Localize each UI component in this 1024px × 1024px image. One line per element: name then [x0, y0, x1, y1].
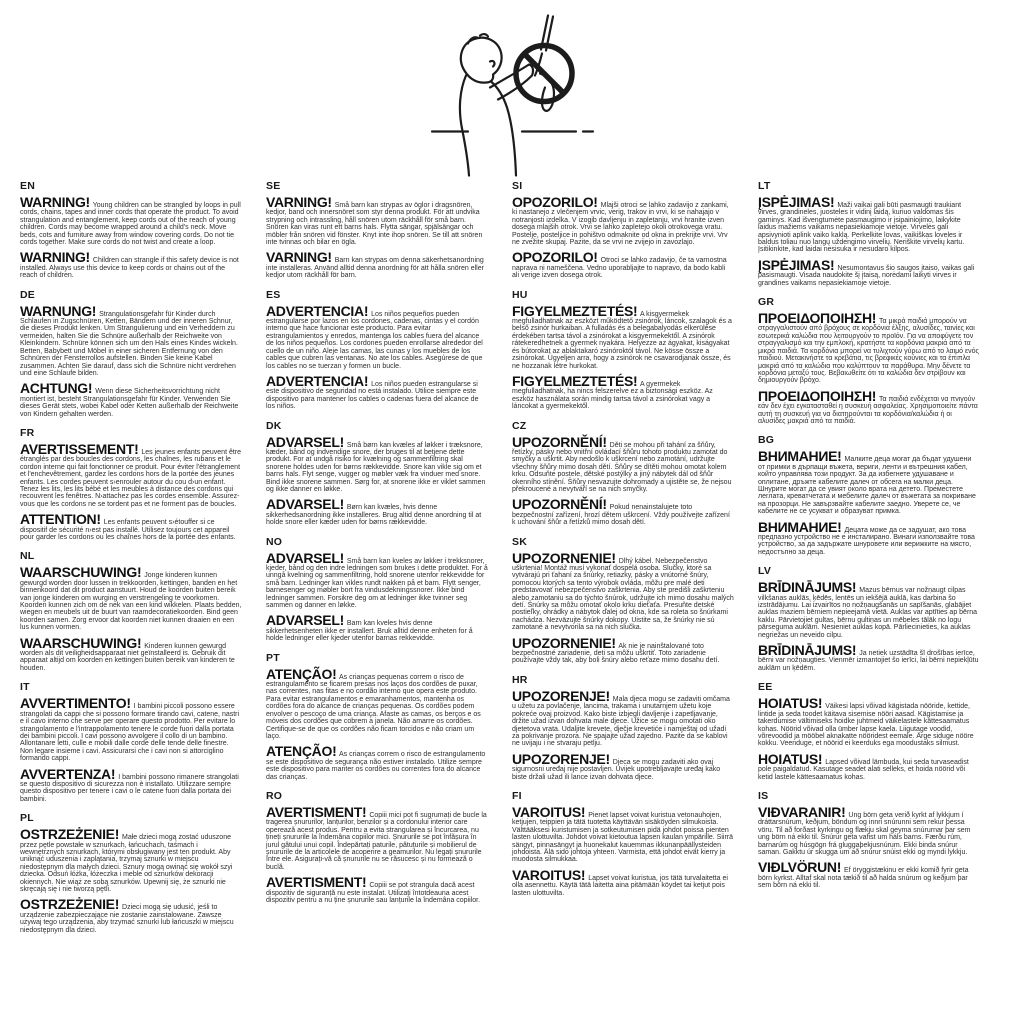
warning-text: Lapset voivat kuristua, jos tätä turvalaitetta ei olla asennettu. Käytä tätä laitetta aina pitämään köydet tai ketjut pois lasten ulottuvilta. [512, 874, 728, 897]
warning-text: Strangulationsgefahr für Kinder durch Schlaufen in Zugschnüren, Ketten, Bändern und der inneren Schnur, die dieses Produkt lenken. Um Strangulierung und ein Verheddern zu vermeiden, halten Sie die Schnüre außerhalb der Reichweite von Kleinkindern. Schnüre können sich um den Hals eines Kindes wickeln. Betten, Babybett und Möbel in einer sicheren Entfernung von den Schnüren der Fensterrollos aufstellen. Binden Sie keine Kabel zusammen. Achten Sie darauf, dass sich die Schnüre nicht verdrehen und eine Schlaufe bilden. [20, 310, 238, 377]
warning-heading: AVERTISMENT! [266, 874, 367, 891]
language-code: SK [512, 535, 527, 548]
warning-text: Mazus bērnus var nožņaugt cilpas vilkšanas auklās, ķēdēs, lentēs un iekšējā auklā, kas darbina šo izstrādājumu. Lai izvairītos no nožņaugšanās un sapīšanās, glabājiet auklas maziem bērniem nepieejamā vietā. Auklas var aptīties ap bērna kaklu. Pārvietojiet gultas, bērnu gultiņas un mēbeles tālāk no logu pārseguma auklām. Nesieniet auklas kopā. Pārliecinieties, ka auklas negriežas un neveido cilpu. [758, 587, 978, 639]
language-code: NO [266, 535, 283, 548]
warning-heading: FIGYELMEZTETÉS! [512, 372, 638, 389]
warning-text: Ung börn geta verið kyrkt af lykkjum í dráttarsnúrum, keðjum, böndum og innri snúrunni sem rekur þessa vöru. Til að forðast kyrkingu og flækju skal geyma snúrurnar þar sem ung börn ná ekki til. Snúrur geta vafist um háls barns. Færðu rúm, barnarúm og húsgögn frá gluggaþekjusnúrum. Ekki binda snúrur saman. Gakktu úr skugga um að snúrur snúist ekki og myndi lykkju. [758, 811, 971, 856]
warning-block-1 [758, 449, 980, 515]
warning-heading: AVVERTIMENTO! [20, 695, 131, 712]
warning-heading: ΠΡΟΕΙΔΟΠΟΙΗΣΗ! [758, 387, 877, 404]
warning-heading: WARNING! [20, 249, 90, 266]
warning-block-1 [20, 442, 242, 508]
warning-block-1 [758, 580, 980, 639]
warning-heading: UPOZORENJE! [512, 750, 610, 767]
language-code: HU [512, 288, 528, 301]
lang-section [758, 296, 980, 425]
lang-section [20, 681, 242, 803]
warning-block-2 [758, 389, 980, 426]
warning-text: Dlhý kábel. Nebezpečenstvo uškrtenia! Montáž musí vykonať dospelá osoba. Slučky, ktoré sa vytvárajú pri ťahaní za šnúrky, retiazky, pásky a vnútorné šnúry, pomocou ktorých sa tento výrobok ovláda, môžu pre malé deti predstavovať nebezpečenstvo zaškrtenia. Aby ste predišli zaškrteniu alebo zamotaniu sa do týchto šnúrok, udržujte ich mimo dosahu malých detí. Šnúrky sa môžu omotať okolo krku dieťaťa. Presuňte detské postieľky, ohrádky a nábytok ďalej od okna, kde sa roleta so šnúrkami nachádza. Nezväzujte šnúrky dokopy. Uistite sa, že šnúrky nie sú zamotané a nevytvorila sa na nich slučka. [512, 557, 734, 632]
warning-text: Nesumontavus šio saugos įtaiso, vaikas gali pasismaugti. Visada naudokite šį įtaisą, norėdami laikyti virves ir grandines vaikams nepasiekiamoje vietoje. [758, 264, 975, 287]
language-columns [20, 180, 980, 943]
language-code: SI [512, 180, 523, 192]
warning-text: Kinderen kunnen gewurgd worden als dit veiligheidsapparaat niet geïnstalleerd is. Gebruik dit apparaat altijd om koorden en kettingen buiten bereik van kinderen te houden. [20, 642, 235, 672]
warning-block-1 [512, 551, 734, 632]
warning-text: Les enfants peuvent s›étouffer si ce dispositif de sécurité n›est pas installé. Utilisez toujours cet appareil pour garder les cordons ou les chaînes hors de la portée des enfants. [20, 519, 236, 541]
warning-block-1 [758, 805, 980, 856]
warning-block-1 [512, 805, 734, 864]
warning-heading: ADVARSEL! [266, 612, 344, 629]
warning-text: Децата може да се задушат, ако това предпазно устройство не е инсталирано. Винаги използвайте това устройство, за да задържате шнуровете или верижките на място, недостъпно за деца. [758, 526, 975, 556]
warning-text: Ja netiek uzstādīta šī drošības ierīce, bērni var nožņaugties. Vienmēr izmantojiet šo ierīci, lai bērni nepiekļūtu auklām un ķēdēm. [758, 650, 979, 672]
warning-text: Barn kan strypas om denna säkerhetsanordning inte installeras. Använd alltid denna anordning för att hålla snören eller kedjor utom räckhåll för barn. [266, 257, 484, 280]
warning-block-2 [266, 875, 488, 904]
warning-text: Barn kan kveles hvis denne sikkerhetsenheten ikke er installert. Bruk alltid denne enheten for å holde ledninger eller kjeder utenfor barnas rekkevidde. [266, 620, 473, 643]
warning-text: Små barn kan kveles av løkker i trekksnorer, kjeder, bånd og den indre ledningen som brukes i dette produktet. For å unngå kvelning og sammenfiltring, hold snorene utenfor rekkevidde for små barn. Ledninger kan vikles rundt nakken på et barn. Flytt senger, barnesenger og møbler bort fra vindusdekningssnorer. Ikke bind ledninger sammen. Forsikre deg om at ledninger ikke tvinner seg sammen og danner en løkke. [266, 557, 488, 610]
lang-section [20, 550, 242, 672]
warning-heading: AVERTISMENT! [266, 803, 367, 820]
lang-section [758, 180, 980, 287]
warning-block-1 [20, 195, 242, 246]
warning-text: Djeca se mogu zadaviti ako ovaj sigurnosni uređaj nije postavljen. Uvijek upotrebljavajte uređaj kako biste držali užad ili lance izvan dohvata djece. [512, 758, 721, 781]
warning-block-1 [20, 304, 242, 378]
warning-heading: VARNING! [266, 249, 332, 266]
warning-heading: FIGYELMEZTETÉS! [512, 302, 638, 319]
warning-block-2 [758, 520, 980, 557]
warning-text: I bambini possono rimanere strangolati se questo dispositivo di sicurezza non è installato. Utilizzare sempre questo dispositivo per tenere i cavi o le catene fuori dalla portata dei bambini. [20, 773, 239, 803]
warning-heading: BRĪDINĀJUMS! [758, 579, 857, 596]
warning-block-1 [758, 195, 980, 254]
warning-heading: HOIATUS! [758, 750, 823, 767]
warning-block-1 [512, 435, 734, 494]
language-code: EN [20, 180, 35, 192]
warning-block-2 [758, 258, 980, 287]
warning-text: Copiii mici pot fi sugrumați de bucle la tragerea șnururilor, lanțurilor, benzilor și a cordonului interior care operează acest produs. Pentru a evita strangularea și încurcarea, nu țineți șnururile la îndemâna copiilor mici. Șnururile se pot înfășura în jurul gâtului unui copil. Îndepărtați paturile, pătuțurile și mobilierul de șnururile de la articolele de acoperire a geamurilor. Nu legați șnururile între ele. Asigurați-vă că șnururile nu se răsucesc și nu formează o buclă. [266, 811, 487, 871]
language-code: DE [20, 288, 35, 301]
warning-block-1 [266, 304, 488, 370]
warning-text: Young children can be strangled by loops in pull cords, chains, tapes and inner cords that operate the product. To avoid strangulation and entanglement, keep cords out of the reach of young children. Cords may become wrapped around a child's neck. Move beds, cots and furniture away from window covering cords. Do not tie cords together. Make sure cords do not twist and create a loop. [20, 202, 241, 247]
lang-section [266, 180, 488, 280]
lang-section [266, 790, 488, 904]
warning-heading: ВНИМАНИЕ! [758, 518, 842, 535]
warning-text: Lapsed võivad lämbuda, kui seda turvaseadist pole paigaldatud. Kasutage seadet alati selleks, et hoida nöörid või ketid lastele kättesaamatus kohas. [758, 758, 969, 781]
warning-heading: ADVARSEL! [266, 433, 344, 450]
warning-block-2 [512, 636, 734, 665]
lang-section [758, 434, 980, 556]
warning-heading: ĮSPĖJIMAS! [758, 256, 835, 273]
lang-section [758, 790, 980, 890]
warning-text: Ak nie je nainštalované toto bezpečnostné zariadenie, deti sa môžu uškrtiť. Toto zariadenie používajte vždy tak, aby boli šnúry alebo reťaze mimo dosahu detí. [512, 642, 720, 665]
warning-text: Los niños pequeños pueden estrangularse por lazos en los cordones, cadenas, cintas y el cordón interno que hace funcionar este producto. Para evitar estrangulamientos y enredos, mantenga los cables fuera del alcance de los niños pequeños. Los cordones pueden enrollarse alrededor del cuello de un niño. Aleje las camas, las cunas y los muebles de los cables que cubren las ventanas. No ate los cables. Asegúrese de que los cables no se tuerzan y formen un bucle. [266, 310, 483, 370]
warning-block-2 [266, 613, 488, 642]
warning-text: I bambini piccoli possono essere strangolati da cappi che si possono formare tirando cavi, catene, nastri e il cavo interno che serve per operare questo prodotto. Per evitare lo strangolamento e l'intrappolamento tenere le corde fuori dalla portata dei bambini piccoli. I cavi possono avvolgere il collo di un bambino. Allontanare letti, culle e mobili dalle corde delle tende delle finestre. Non legare insieme i cavi. Assicurarsi che i cavi non si attorciglino formando cappi. [20, 703, 240, 763]
warning-heading: ADVARSEL! [266, 549, 344, 566]
lang-section [512, 289, 734, 411]
language-code: GR [758, 296, 775, 309]
warning-text: Children can strangle if this safety device is not installed. Always use this device to keep cords or chains out of the reach of children. [20, 257, 239, 280]
warning-block-2 [758, 752, 980, 781]
language-code: ES [266, 288, 281, 301]
lang-section [266, 536, 488, 643]
language-code: LT [758, 180, 771, 192]
lang-section [20, 812, 242, 934]
warning-heading: ВНИМАНИЕ! [758, 448, 842, 465]
warning-block-1 [266, 805, 488, 871]
language-code: IT [20, 681, 30, 694]
child-cord-prohibition-illustration [428, 12, 613, 180]
language-code: LV [758, 565, 772, 578]
warning-block-2 [20, 250, 242, 279]
warning-heading: UPOZORNENIE! [512, 549, 616, 566]
column-2 [266, 180, 488, 943]
lang-section [20, 289, 242, 418]
warning-block-2 [266, 744, 488, 781]
warning-block-2 [266, 497, 488, 526]
lang-section [266, 289, 488, 411]
warning-text: Copiii se pot strangula dacă acest dispozitiv de siguranță nu este instalat. Utilizați întotdeauna acest dispozitiv pentru a nu ține șnururile sau lanțurile la îndemâna copiilor. [266, 882, 481, 904]
language-code: IS [758, 789, 769, 802]
warning-block-2 [758, 643, 980, 672]
warning-block-2 [266, 374, 488, 411]
warning-block-1 [266, 195, 488, 246]
language-code: PT [266, 651, 280, 664]
warning-block-1 [512, 195, 734, 246]
warning-block-1 [266, 667, 488, 741]
warning-text: Dzieci mogą się udusić, jeśli to urządzenie zabezpieczające nie zostanie zainstalowane. Zawsze używaj tego urządzenia, aby trzymać sznurki lub łańcuszki w miejscu niedostępnym dla dzieci. [20, 904, 234, 934]
warning-block-2 [20, 897, 242, 934]
warning-heading: HOIATUS! [758, 695, 823, 712]
warning-block-1 [20, 696, 242, 762]
warning-text: Małe dzieci mogą zostać uduszone przez pętle powstałe w sznurkach, łańcuchach, taśmach i wewnętrznych sznurkach, którymi obsługiwany jest ten produkt. Aby uniknąć uduszenia i zaplątania, trzymaj sznurki w miejscu niedostępnym dla małych dzieci. Sznury mogą owinąć się wokół szyi dziecka. Odsuń łóżka, łóżeczka i meble od sznurków dekoracji okiennych. Nie wiąż ze sobą sznurków. Upewnij się, że sznurki nie skręcają się i nie tworzą pętli. [20, 834, 233, 893]
warning-text: Pienet lapset voivat kuristua vetonauhojen, ketjujen, teippien ja tätä tuotetta käyttävän sisäköyden silmukoista. Välttääksesi kuristumisen ja sotkeutumisen pidä johdot poissa pienten lasten ulottuvilta. Johdot voivat kietoutua lapsen kaulan ympärille. Siirrä sängyt, pinnasängyt ja huonekalut kauemmas ikkunanpäällysteiden johdoista. Älä sido johtoja yhteen. Varmista, että johdot eivät kierry ja muodosta silmukkaa. [512, 811, 734, 864]
warning-block-2 [266, 250, 488, 279]
language-code: BG [758, 434, 775, 447]
warning-block-2 [20, 512, 242, 541]
warning-text: Ef öryggistækinu er ekki komið fyrir geta börn kyrkst. Alltaf skal nota tækið til að halda snúrum og keðjum þar sem börn ná ekki til. [758, 867, 969, 890]
warning-block-2 [512, 868, 734, 897]
lang-section [512, 180, 734, 280]
warning-heading: ADVARSEL! [266, 496, 344, 513]
warning-text: Jonge kinderen kunnen gewurgd worden door lussen in trekkoorden, kettingen, banden en het binnenkoord dat dit product aanstuurt. Houd de koorden buiten bereik van jonge kinderen om wurging en verstrengeling te voorkomen. Koorden kunnen zich om de nek van een kind wikkelen. Plaats bedden, wiegen en meubels uit de buurt van raamdecoratiekoorden. Bind geen koorden samen. Zorg ervoor dat koorden niet kunnen draaien en een lus kunnen vormen. [20, 572, 242, 632]
warning-heading: WAARSCHUWING! [20, 634, 142, 651]
column-4 [758, 180, 980, 943]
warning-block-2 [512, 497, 734, 526]
lang-section [758, 681, 980, 781]
warning-heading: UPOZORNENIE! [512, 634, 616, 651]
warning-heading: OPOZORILO! [512, 194, 598, 210]
warning-text: Малките деца могат да бъдат удушени от примки в дърпащи въжета, вериги, ленти и вътрешния кабел, който управлява този продукт. За да избегнете удушаване и оплитане, дръжте кабелите далеч от обсега на малки деца. Шнурите могат да се увият около врата на детето. Преместете леглата, креватчетата и мебелите далеч от въжетата за покриване на прозорци. Не завързвайте кабелите заедно. Уверете се, че кабелите не се усукват и образуват примка. [758, 456, 976, 516]
language-code: SE [266, 180, 281, 192]
warning-heading: ΠΡΟΕΙΔΟΠΟΙΗΣΗ! [758, 310, 877, 327]
lang-section [20, 180, 242, 280]
warning-block-2 [758, 860, 980, 889]
warning-block-2 [20, 767, 242, 804]
warning-text: As crianças correm o risco de estrangulamento se este dispositivo de segurança não estiver instalado. Utilize sempre este dispositivo para manter os cordões ou correntes fora do alcance das crianças. [266, 751, 486, 781]
warning-heading: UPOZORENJE! [512, 687, 610, 704]
warning-heading: VIÐLVÖRUN! [758, 859, 842, 876]
language-code: DK [266, 419, 282, 432]
warning-block-1 [512, 304, 734, 370]
warning-heading: WARNING! [20, 194, 90, 210]
warning-heading: WARNUNG! [20, 302, 97, 319]
warning-text: Děti se mohou při tahání za šňůry, řetízky, pásky nebo vnitřní ovládací šňůru tohoto produktu zamotat do smyčky a uškrtit. Aby nedošlo k uškrcení nebo zamotání, udržujte všechny šňůry mimo dosah dětí. Šňůry se dítěti mohou omotat kolem krku. Odsuňte postele, dětské postýlky a jiný nábytek dál od šňůr okenního stínění. Šňůry nesvazujte dohromady a ujistěte se, že nejsou překroucené a nevytváří se na nich smyčky. [512, 441, 732, 493]
lang-section [512, 536, 734, 665]
warning-heading: WAARSCHUWING! [20, 564, 142, 581]
warning-heading: ATTENTION! [20, 511, 101, 528]
warning-block-1 [20, 565, 242, 631]
warning-block-2 [20, 636, 242, 673]
lang-section [20, 427, 242, 541]
column-1 [20, 180, 242, 943]
language-code: CZ [512, 419, 527, 432]
warning-heading: AVERTISSEMENT! [20, 440, 139, 457]
warning-text: Wenn diese Sicherheitsvorrichtung nicht montiert ist, besteht Strangulationsgefahr für Kinder. Verwenden Sie dieses Gerät stets, wobei Kabel oder Ketten außerhalb der Reichweite von Kindern gehalten werden. [20, 388, 239, 418]
lang-section [266, 420, 488, 527]
language-code: PL [20, 812, 34, 825]
language-code: RO [266, 789, 283, 802]
warning-heading: OSTRZEŻENIE! [20, 896, 120, 913]
warning-block-2 [512, 374, 734, 411]
warning-text: Väikesi lapsi võivad kägistada nööride, kettide, lintide ja seda toodet käitava sisemise nööri aasad. Kägistamise ja takerdumise vältimiseks hoidke juhtmeid väikelastele kättesaamatus kohas. Nöörid võivad olla ümber lapse kaela. Liigutage voodid, võrevoodid ja mööbel aknakatte nööridest eemale. Ärge siduge nööre kokku. Veenduge, et nöörid ei keerduks ega moodustaks silmust. [758, 703, 974, 748]
child-body [460, 76, 516, 176]
warning-block-1 [266, 551, 488, 610]
lang-section [758, 565, 980, 672]
warning-heading: ACHTUNG! [20, 380, 93, 397]
warning-text: Mala djeca mogu se zadaviti omčama u užetu za povlačenje, lancima, trakama i unutarnjem užetu koje pokreće ovaj proizvod. Kako biste izbjegli davljenje i zapetljavanje, držite užad izvan dohvata male djece. Užice se mogu omotati oko djetetova vrata. Udaljite krevete, dječje krevetiće i namještaj od užadi za pokrivanje prozora. Ne spajajte užad zajedno. Pazite da se kablovi ne uvijaju i ne stvaraju petlju. [512, 695, 730, 748]
warning-text: Små barn kan strypas av öglor i dragsnören, kedjor, band och innersnöret som styr denna produkt. För att undvika strypning och intrassling, håll snören utom räckhåll för små barn. Snören kan viras runt ett barns hals. Flytta sängar, spjälsängar och möbler från snören vid fönster. Knyt inte ihop snören. Se till att snören inte tvinnas och bilar en ögla. [266, 202, 483, 247]
warning-text: As crianças pequenas correm o risco de estrangulamento se ficarem presas nos laços dos cordões de puxar, nas correntes, nas fitas e no cordão interno que opera este produto. Para evitar estrangulamentos e emaranhamentos, mantenha os cordões fora do alcance de crianças pequenas. Os cordões podem envolver o pescoço de uma criança. Afaste as camas, os berços e os móveis dos cordões que cobrem a janela. Não amarre os cordões. Certifique-se de que os cordões não ficam torcidos e não criam um laço. [266, 673, 481, 740]
column-3 [512, 180, 734, 943]
language-code: EE [758, 681, 773, 694]
warning-heading: OPOZORILO! [512, 249, 598, 266]
warning-heading: BRĪDINĀJUMS! [758, 642, 857, 659]
language-code: NL [20, 550, 35, 563]
language-code: FR [20, 426, 35, 439]
lang-section [512, 674, 734, 781]
warning-block-2 [512, 250, 734, 279]
warning-text: Maži vaikai gali būti pasmaugti traukiant virves, grandineles, juosteles ir vidinį laidą, kuriuo valdomas šis gaminys. Kad išvengtumėte pasmaugimo ir įsipainiojimo, laikykite laidus mažiems vaikams nepasiekiamoje vietoje. Virvelės gali apsivynioti aplink vaiko kaklą. Perkelkite lovas, vaikiškas loveles ir baldus toliau nuo langų uždengimo virvelių. Neriškite virvelių kartu. Įsitikinkite, kad laidai nesisuka ir nesudaro kilpos. [758, 202, 965, 254]
warning-heading: ADVERTENCIA! [266, 302, 369, 319]
warning-text: Børn kan kvæles, hvis denne sikkerhedsanordning ikke installeres. Brug altid denne anordning til at holde snore eller kæder uden for børns rækkevidde. [266, 504, 482, 527]
warning-text: A gyermekek megfulladhatnak, ha nincs felszerelve ez a biztonsági eszköz. Az eszköz használata során mindig tartsa távol a zsinórokat vagy a láncokat a gyermekektől. [512, 380, 713, 411]
warning-block-1 [20, 827, 242, 893]
child-ear [490, 61, 494, 67]
warning-text: Mlajši otroci se lahko zadavijo z zankami, ki nastanejo z vlečenjem vrvic, verig, trakov in vrvi, ki se nahajajo v notranjosti izdelka. V izogib davljenju in zapletanju, vrvi hranite izven dosega mlajših otrok. Vrvi se lahko zapletejo okoli otrokovega vratu. Postelje, posteljice in pohištvo odmaknite od okna in prekrijte vrvi. Vrv ne zvežite skupaj. Pazite, da se vrvi ne zvijejo in zavozlajo. [512, 202, 729, 247]
warning-heading: ATENÇÃO! [266, 743, 337, 760]
language-code: FI [512, 789, 522, 802]
warning-heading: ADVERTENCIA! [266, 372, 369, 389]
warning-text: Otroci se lahko zadavijo, če ta varnostna naprava ni nameščena. Vedno uporabljajte to napravo, da bodo kabli ali verige izven dosega otrok. [512, 257, 727, 280]
warning-heading: OSTRZEŻENIE! [20, 826, 120, 843]
warning-heading: VAROITUS! [512, 866, 586, 883]
warning-text: Pokud nenainstalujete toto bezpečnostní zařízení, hrozí dětem uškrcení. Vždy používejte zařízení k uchování šňůr a řetízků mimo dosah dětí. [512, 504, 730, 527]
warning-heading: ATENÇÃO! [266, 665, 337, 682]
warning-text: Los niños pueden estrangularse si este dispositivo de seguridad no está instalado. Utilice siempre este dispositivo para mantener los cables o cadenas fuera del alcance de los niños. [266, 380, 479, 411]
warning-heading: AVVERTENZA! [20, 765, 116, 782]
warning-heading: VIÐVARANIR! [758, 803, 846, 820]
warning-text: Τα μικρά παιδιά μπορούν να στραγγαλιστούν από βρόχους σε κορδόνια έλξης, αλυσίδες, ταινίες και εσωτερικά καλώδια που λειτουργούν το προϊόν. Για να αποφύγετε τον στραγγαλισμό και την εμπλοκή, κρατήστε τα κορδόνια μακριά από τα μικρά παιδιά. Τα κορδόνια μπορεί να τυλιχτούν γύρω από το λαιμό ενός παιδιού. Μετακινήστε τα κρεβάτια, τις βρεφικές κούνιες και τα έπιπλα μακριά από τα καλώδια που καλύπτουν τα παράθυρα. Μην δένετε τα κορδόνια μεταξύ τους. Βεβαιωθείτε ότι τα καλώδια δεν στρίβουν και δημιουργούν βρόχο. [758, 318, 979, 385]
warning-block-1 [758, 696, 980, 747]
warning-text: Små børn kan kvæles af løkker i træksnore, kæder, bånd og indvendige snore, der bruges til at betjene dette produkt. For at undgå risiko for kvælning og sammenfiltring skal snorene holdes uden for børns rækkevidde. Snore kan vikle sig om et barns hals. Flyt senge, vugger og møbler væk fra vinduer med snore. Bind ikke snorene sammen. Sørg for, at snorene ikke er viklet sammen og ikke danner en løkke. [266, 441, 486, 493]
warning-text: Τα παιδιά ενδέχεται να πνιγούν εάν δεν έχει εγκατασταθεί η συσκευή ασφαλείας. Χρησιμοποιείτε πάντα αυτή τη συσκευή για να διατηρούνται τα κορδόνια/καλώδια ή οι αλυσίδες μακριά από τα παιδιά. [758, 395, 978, 425]
lang-section [512, 420, 734, 527]
lang-section [512, 790, 734, 897]
warning-block-1 [758, 311, 980, 385]
warning-block-1 [512, 689, 734, 748]
warning-heading: VARNING! [266, 194, 332, 210]
warning-block-2 [20, 381, 242, 418]
warning-text: A kisgyermekek megfulladhatnak az eszközt működtető zsinórok, láncok, szalagok és a belső zsinór hurkaiban. A fulladás és a belegabalyodás elkerülése érdekében tartsa távol a zsinórokat a kisgyermekektől. A zsinórok rátekeredhetnek a gyermek nyakára. Helyezze az ágyakat, kiságyakat és bútorokat az ablaktakaró zsinóroktól távol. Ne kösse össze a zsinórokat. Ügyeljen arra, hogy a zsinórok ne csavarodjanak össze, és ne hozzanak létre hurkokat. [512, 310, 732, 370]
warning-block-2 [512, 752, 734, 781]
warning-heading: VAROITUS! [512, 803, 586, 820]
warning-text: Les jeunes enfants peuvent être étranglés par des boucles des cordons, les chaînes, les rubans et le cordon interne qui fait fonctionner ce produit. Pour éviter l'étranglement et l'enchevêtrement, gardez les cordons hors de la portée des jeunes enfants. Les cordes peuvent s›enrouler autour du cou d›un enfant. Tenez les lits, les lits bébé et les meubles à distance des cordons qui recouvrent les fenêtres. N›attachez pas les cordes ensemble. Assurez-vous que les cordons ne se tordent pas et ne forment pas de boucles. [20, 448, 242, 508]
language-code: HR [512, 673, 528, 686]
warning-block-1 [266, 435, 488, 494]
warning-heading: ĮSPĖJIMAS! [758, 194, 835, 210]
warning-heading: UPOZORNĚNÍ! [512, 433, 607, 450]
lang-section [266, 652, 488, 781]
warning-heading: UPOZORNĚNÍ! [512, 496, 607, 513]
